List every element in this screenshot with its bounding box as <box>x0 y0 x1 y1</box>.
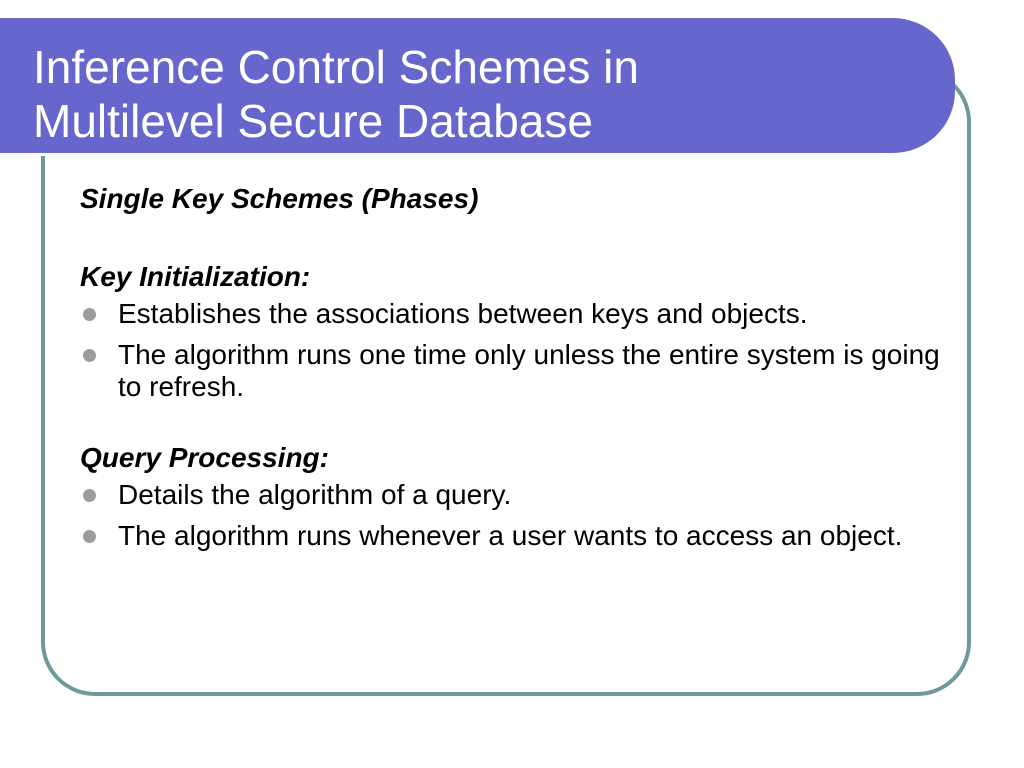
slide-body <box>80 182 940 561</box>
bullet-list-query-processing <box>80 479 940 552</box>
bullet-item <box>80 339 940 403</box>
bullet-item <box>80 298 940 330</box>
bullet-dot-icon <box>83 349 96 362</box>
slide-title-line-1: Inference Control Schemes in <box>33 41 639 93</box>
bullet-text: The algorithm runs whenever a user wants to access an object. <box>118 520 903 551</box>
slide-title-line-2: Multilevel Secure Database <box>33 95 593 147</box>
section-heading-key-initialization: Key Initialization: <box>80 261 311 292</box>
bullet-dot-icon <box>83 530 96 543</box>
bullet-text: The algorithm runs one time only unless the entire system is going to refresh. <box>118 339 940 402</box>
section-heading-query-processing: Query Processing: <box>80 442 329 473</box>
bullet-dot-icon <box>83 308 96 321</box>
bullet-list-key-initialization <box>80 298 940 403</box>
subtitle-heading: Single Key Schemes (Phases) <box>80 183 479 214</box>
title-underline <box>0 153 903 156</box>
bullet-dot-icon <box>83 489 96 502</box>
bullet-item <box>80 479 940 511</box>
slide-title <box>33 40 639 148</box>
bullet-text: Details the algorithm of a query. <box>118 479 512 510</box>
bullet-text: Establishes the associations between keys and objects. <box>118 298 808 329</box>
bullet-item <box>80 520 940 552</box>
title-bar <box>0 18 955 153</box>
